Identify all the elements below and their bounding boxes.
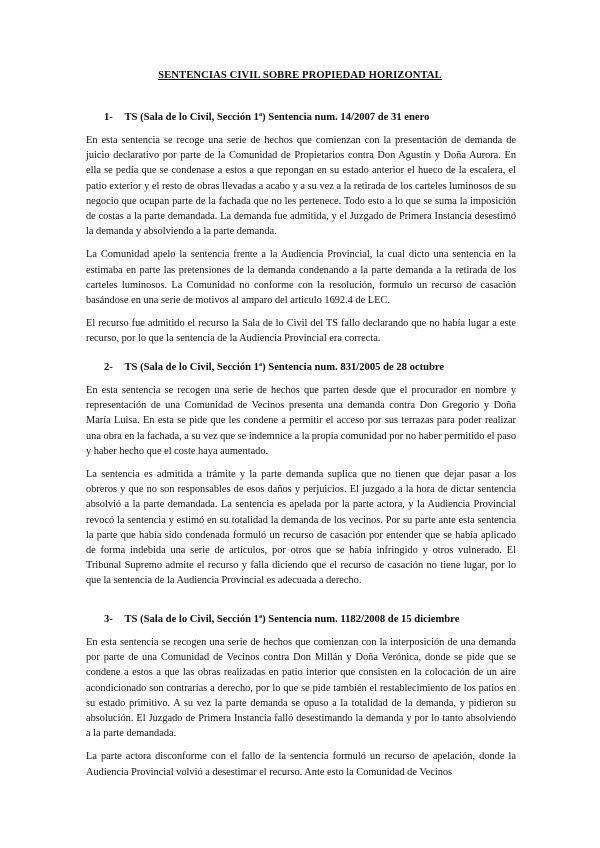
- section-3: [86, 614, 516, 788]
- section-title: TS (Sala de lo Civil, Sección 1ª) Sentencia num. 1182/2008 de 15 diciembre: [124, 614, 460, 625]
- paragraph: La Comunidad apelo la sentencia frente a la Audiencia Provincial, la cual dicto una sentencia en la estimaba en parte las pretensiones de la demanda condenando a la parte demanda a la retirada de los carteles luminosos. La Comunidad no conforme con la resolución, formulo un recurso de casación basándose en una serie de motivos al amparo del articulo 1692.4 de LEC.: [86, 249, 516, 307]
- paragraph: El recurso fue admitido el recurso la Sala de lo Civil del TS fallo declarando que no había lugar a este recurso, por lo que la sentencia de la Audiencia Provincial era correcta.: [86, 318, 516, 345]
- paragraph: En esta sentencia se recogen una serie de hechos que parten desde que el procurador en nombre y representación de una Comunidad de Vecinos presenta una demanda contra Don Gregorio y Doña María Luisa. En esta se pide que les condene a permitir el acceso por sus terrazas para poder realizar una obra en la fachada, a su vez que se indemnice a la propia comunidad por no haber permitido el paso y haber hecho que el coste haya aumentado.: [86, 385, 516, 457]
- section-1: [86, 112, 516, 355]
- section-2: [86, 362, 516, 597]
- section-number: 3-: [104, 614, 113, 625]
- section-title: TS (Sala de lo Civil, Sección 1ª) Sentencia num. 14/2007 de 31 enero: [124, 112, 430, 123]
- section-heading: [104, 112, 516, 123]
- section-number: 2-: [104, 362, 113, 373]
- section-title: TS (Sala de lo Civil, Sección 1ª) Sentencia num. 831/2005 de 28 octubre: [124, 362, 445, 373]
- section-heading: [104, 614, 516, 625]
- document-title: SENTENCIAS CIVIL SOBRE PROPIEDAD HORIZONTAL: [158, 70, 442, 81]
- paragraph: En esta sentencia se recogen una serie de hechos que comienzan con la interposición de una demanda por parte de una Comunidad de Vecinos contra Don Millán y Doña Verónica, donde se pide que se condene a estos a que las obras realizadas en patio interior que consisten en la colocación de un aire acondicionado son contrarias a derecho, por lo que se pide también el restablecimiento de los patios en su estado primitivo. A su vez la parte demanda se opuso a la totalidad de la demanda, y pidieron su absolución. El Juzgado de Primera Instancia falló desestimando la demanda y por lo tanto absolviendo a la parte demandada.: [86, 637, 516, 740]
- paragraph: En esta sentencia se recoge una serie de hechos que comienzan con la presentación de demanda de juicio declarativo por parte de la Comunidad de Propietarios contra Don Agustín y Doña Aurora. En ella se pedía que se condenase a estos a que repongan en su estado anterior el hueco de la escalera, el patio exterior y el resto de obras llevadas a acabo y a su vez a la retirada de los carteles luminosos de su negocio que ocupan parte de la fachada que no les pertenece. Todo esto a lo que se suma la imposición de costas a la parte demandada. La demanda fue admitida, y el Juzgado de Primera Instancia desestimó la demanda y absolviendo a la parte demanda.: [86, 135, 516, 238]
- paragraph: La parte actora disconforme con el fallo de la sentencia formuló un recurso de apelación, donde la Audiencia Provincial volvió a desestimar el recurso. Ante esto la Comunidad de Vecinos: [86, 751, 516, 778]
- paragraph: La sentencia es admitida a trámite y la parte demanda suplica que no tienen que dejar pasar a los obreros y que no son responsables de esos daños y perjuicios. El juzgado a la hora de dictar sentencia absolvió a la parte demandada. La sentencia es apelada por la parte actora, y la Audiencia Provincial revocó la sentencia y estimó en su totalidad la demanda de los vecinos. Por su parte ante esta sentencia la parte que había sido condenada formuló un recurso de casación por entender que se había aplicado de forma indebida una serie de artículos, por otros que se había infringido y otros vulnerado. El Tribunal Supremo admite el recurso y falla diciendo que el recurso de casación no tiene lugar, por lo que la sentencia de la Audiencia Provincial es adecuada a derecho.: [86, 469, 516, 587]
- section-heading: [104, 362, 516, 373]
- section-number: 1-: [104, 112, 113, 123]
